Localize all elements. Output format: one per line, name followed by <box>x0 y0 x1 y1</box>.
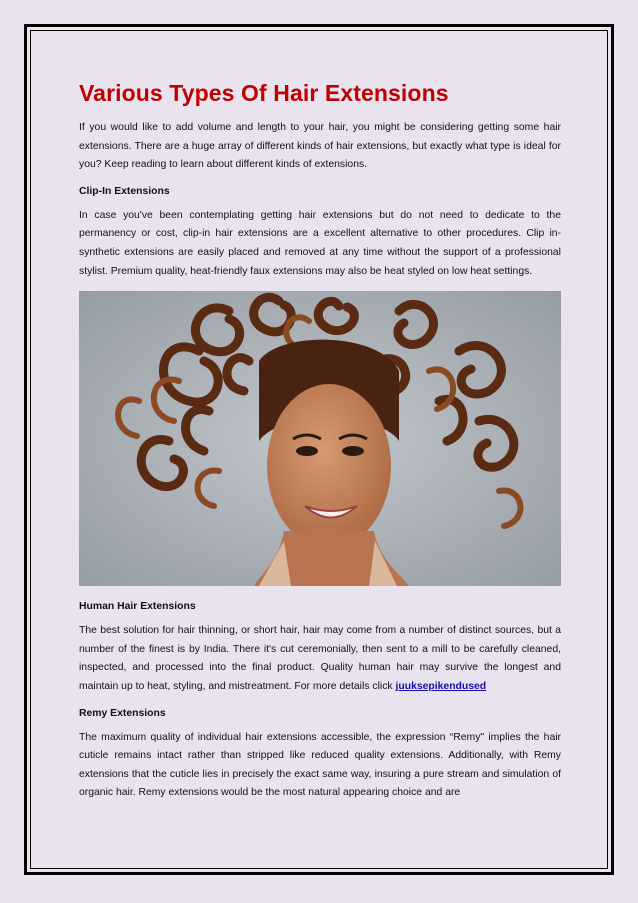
document-body <box>79 80 561 813</box>
section-body-remy: The maximum quality of individual hair extensions accessible, the expression “Remy" implies the hair cuticle remains intact rather than stripped like reduced quality extensions. Additionally, with Remy extensions that the cuticle lies in precisely the exact same way, insuring a pure stream and simulation of organic hair. Remy extensions would be the most natural appearing choice and are <box>79 731 561 799</box>
section-body-human-hair <box>79 622 561 696</box>
page-title: Various Types Of Hair Extensions <box>79 80 449 106</box>
hair-model-photo <box>79 291 561 586</box>
section-heading-remy: Remy Extensions <box>79 707 166 719</box>
juuksepikendused-link[interactable]: juuksepikendused <box>395 680 487 692</box>
intro-paragraph: If you would like to add volume and length to your hair, you might be considering getting some hair extensions. There are a huge array of different kinds of hair extensions, but exactly what type is ideal for you? Keep reading to learn about different kinds of extensions. <box>79 122 561 171</box>
section-heading-human-hair: Human Hair Extensions <box>79 601 196 613</box>
section-body-clip-in: In case you've been contemplating getting hair extensions but do not need to dedicate to the permanency or cost, clip-in hair extensions are a excellent alternative to other procedures. Clip in-synthetic extensions are easily placed and removed at any time without the support of a professional stylist. Premium quality, heat-friendly faux extensions may also be heat styled on low heat settings. <box>79 209 561 277</box>
section-body-human-hair-text: The best solution for hair thinning, or short hair, hair may come from a number of distinct sources, but a number of the finest is by India. There it's cut ceremonially, then sent to a mill to be carefully cleaned, inspected, and processed into the final product. Quality human hair may survive the longest and maintain up to heat, styling, and mistreatment. For more details click <box>79 625 561 692</box>
section-heading-clip-in: Clip-In Extensions <box>79 185 170 197</box>
